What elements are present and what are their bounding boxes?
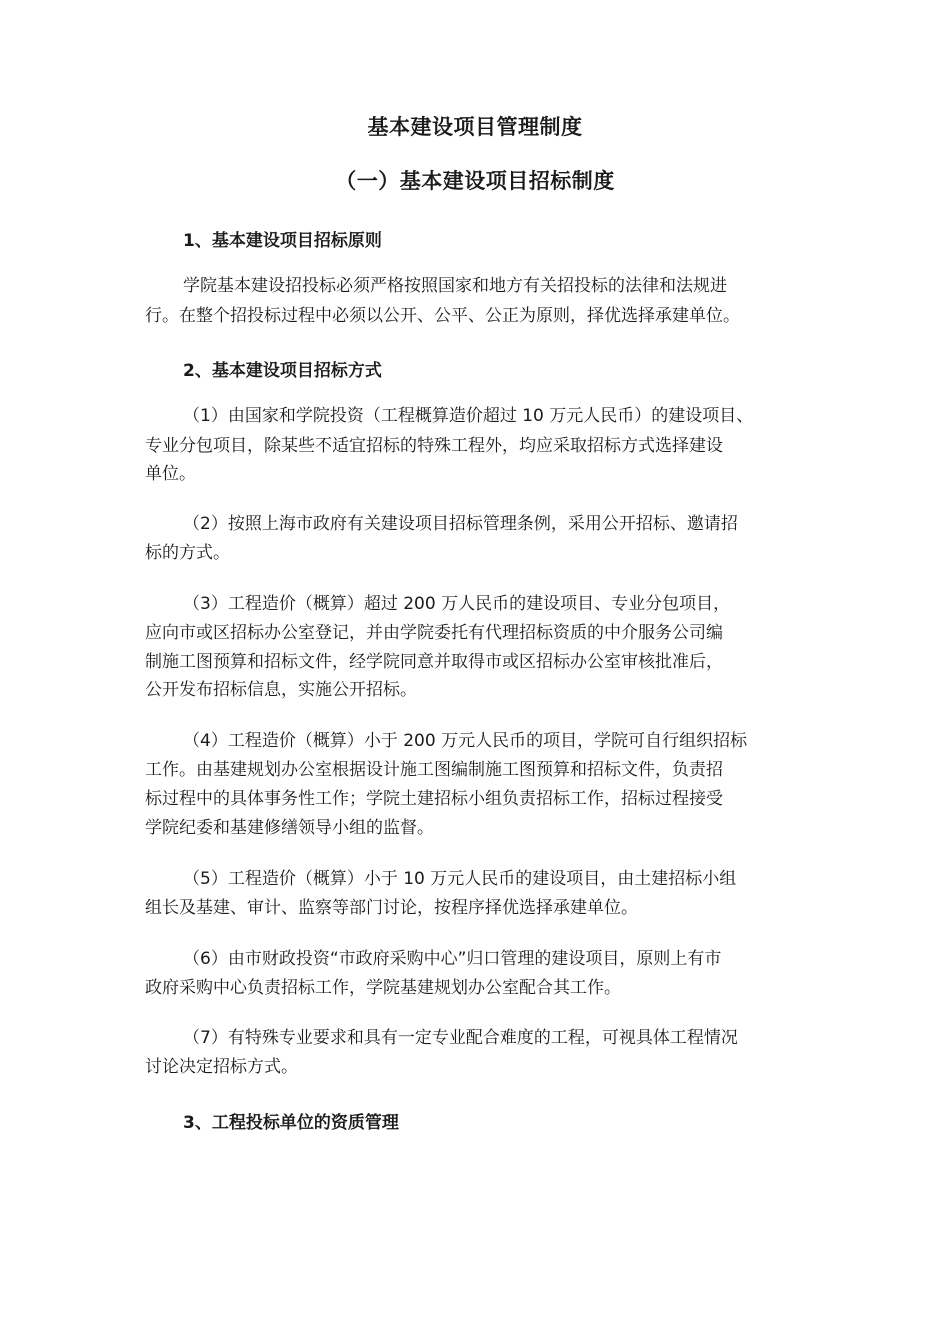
section-heading-1: 1、基本建设项目招标原则 [183,231,382,251]
paragraph-line: 行。在整个招投标过程中必须以公开、公平、公正为原则，择优选择承建单位。 [145,306,740,326]
paragraph-line: 标过程中的具体事务性工作；学院土建招标小组负责招标工作，招标过程接受 [145,789,723,809]
paragraph-line: 单位。 [145,464,196,484]
paragraph-line: 政府采购中心负责招标工作，学院基建规划办公室配合其工作。 [145,978,621,998]
paragraph-line: （5）工程造价（概算）小于 10 万元人民币的建设项目，由土建招标小组 [183,869,737,889]
paragraph-line: 组长及基建、审计、监察等部门讨论，按程序择优选择承建单位。 [145,898,638,918]
section-heading-3: 3、工程投标单位的资质管理 [183,1113,399,1133]
paragraph-line: （6）由市财政投资“市政府采购中心”归口管理的建设项目，原则上有市 [183,949,722,969]
paragraph-line: 标的方式。 [145,543,230,563]
paragraph-line: （7）有特殊专业要求和具有一定专业配合难度的工程，可视具体工程情况 [183,1028,738,1048]
section-heading-2: 2、基本建设项目招标方式 [183,361,382,381]
paragraph-line: 学院纪委和基建修缮领导小组的监督。 [145,818,434,838]
paragraph-line: 公开发布招标信息，实施公开招标。 [145,680,417,700]
paragraph-line: （3）工程造价（概算）超过 200 万人民币的建设项目、专业分包项目， [183,594,731,614]
paragraph-line: （1）由国家和学院投资（工程概算造价超过 10 万元人民币）的建设项目、 [183,406,754,426]
document-title: 基本建设项目管理制度 [367,115,583,139]
paragraph-line: （4）工程造价（概算）小于 200 万元人民币的项目，学院可自行组织招标 [183,731,748,751]
paragraph-line: 讨论决定招标方式。 [145,1057,298,1077]
document-subtitle: （一）基本建设项目招标制度 [335,169,615,193]
paragraph-line: 应向市或区招标办公室登记，并由学院委托有代理招标资质的中介服务公司编 [145,623,723,643]
paragraph-line: 学院基本建设招投标必须严格按照国家和地方有关招投标的法律和法规进 [183,276,727,296]
paragraph-line: 专业分包项目，除某些不适宜招标的特殊工程外，均应采取招标方式选择建设 [145,436,723,456]
paragraph-line: 制施工图预算和招标文件，经学院同意并取得市或区招标办公室审核批准后， [145,652,723,672]
paragraph-line: 工作。由基建规划办公室根据设计施工图编制施工图预算和招标文件，负责招 [145,760,723,780]
paragraph-line: （2）按照上海市政府有关建设项目招标管理条例，采用公开招标、邀请招 [183,514,738,534]
